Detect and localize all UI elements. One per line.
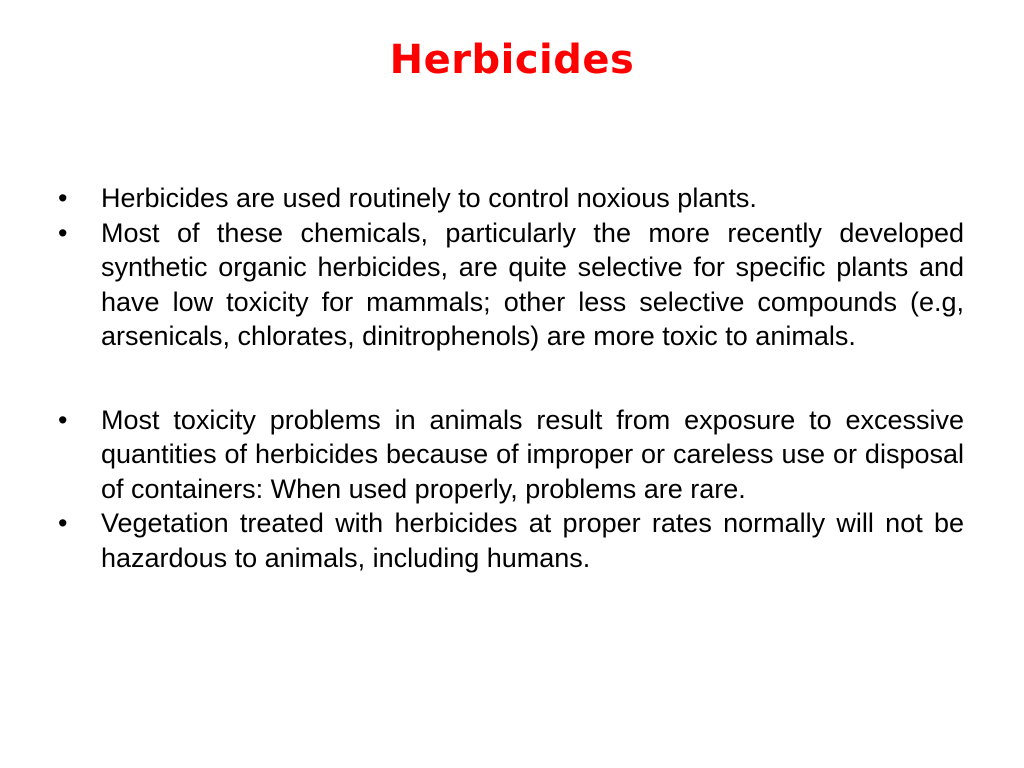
bullet-dot-icon: • — [58, 508, 68, 538]
bullet-item — [58, 181, 964, 216]
bullet-item — [58, 403, 964, 507]
bullet-list — [58, 181, 964, 575]
bullet-text: Most of these chemicals, particularly the more recently developed synthetic organic herbicides, are quite selective for specific plants and have low toxicity for mammals; other less selective compounds (e.g, arsenicals, chlorates, dinitrophenols) are more toxic to animals. — [101, 217, 964, 351]
bullet-dot-icon: • — [58, 183, 68, 213]
bullet-text: Vegetation treated with herbicides at proper rates normally will not be hazardous to animals, including humans. — [101, 508, 964, 573]
bullet-dot-icon: • — [58, 404, 68, 435]
bullet-text: Most toxicity problems in animals result from exposure to excessive quantities of herbicides because of improper or careless use or disposal of containers: When used properly, problems are rare. — [101, 404, 964, 504]
bullet-text: Herbicides are used routinely to control noxious plants. — [101, 183, 757, 213]
slide-title: Herbicides — [389, 37, 635, 83]
bullet-dot-icon: • — [58, 217, 68, 248]
bullet-item — [58, 216, 964, 354]
bullet-item — [58, 506, 964, 575]
